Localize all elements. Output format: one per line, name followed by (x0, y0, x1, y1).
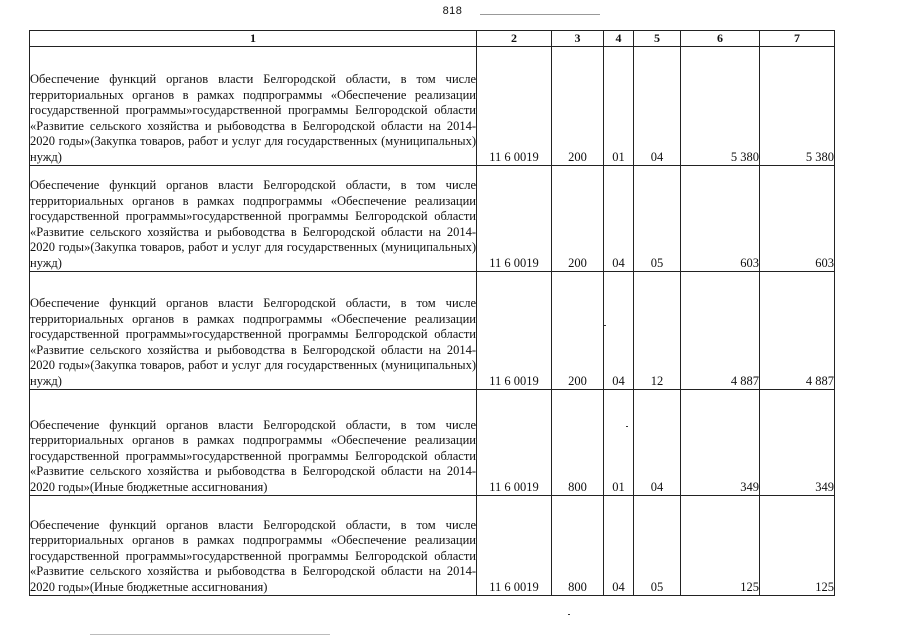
row-description: Обеспечение функций органов власти Белгородской области, в том числе территориальных органов в рамках подпрограммы «Обеспечение реализации государственной программы»государственной программы Белгородской области «Развитие сельского хозяйства и рыбоводства в Белгородской области на 2014-2020 годы»(Закупка товаров, работ и услуг для государственных (муниципальных) нужд) (30, 166, 477, 272)
table-row (30, 496, 835, 596)
header-col-7: 7 (760, 31, 835, 47)
row-description: Обеспечение функций органов власти Белгородской области, в том числе территориальных органов в рамках подпрограммы «Обеспечение реализации государственной программы»государственной программы Белгородской области «Развитие сельского хозяйства и рыбоводства в Белгородской области на 2014-2020 годы»(Закупка товаров, работ и услуг для государственных (муниципальных) нужд) (30, 272, 477, 390)
header-col-1: 1 (30, 31, 477, 47)
scan-speck (568, 614, 570, 615)
row-section: 04 (604, 272, 634, 390)
row-amount-2: 125 (760, 496, 835, 596)
row-amount-1: 603 (681, 166, 760, 272)
row-target-article: 11 6 0019 (477, 166, 552, 272)
row-target-article: 11 6 0019 (477, 272, 552, 390)
row-subsection: 04 (634, 47, 681, 166)
row-section: 04 (604, 496, 634, 596)
header-row (30, 31, 835, 47)
row-expense-type: 200 (552, 47, 604, 166)
header-col-5: 5 (634, 31, 681, 47)
header-col-3: 3 (552, 31, 604, 47)
scan-speck (626, 426, 628, 427)
row-amount-1: 4 887 (681, 272, 760, 390)
row-section: 04 (604, 166, 634, 272)
bottom-rule (90, 634, 330, 635)
row-amount-1: 5 380 (681, 47, 760, 166)
row-subsection: 05 (634, 166, 681, 272)
page-number: 818 (442, 5, 463, 17)
table-row (30, 47, 835, 166)
header-col-2: 2 (477, 31, 552, 47)
row-expense-type: 200 (552, 272, 604, 390)
row-description: Обеспечение функций органов власти Белгородской области, в том числе территориальных органов в рамках подпрограммы «Обеспечение реализации государственной программы»государственной программы Белгородской области «Развитие сельского хозяйства и рыбоводства в Белгородской области на 2014-2020 годы»(Закупка товаров, работ и услуг для государственных (муниципальных) нужд) (30, 47, 477, 166)
row-target-article: 11 6 0019 (477, 496, 552, 596)
header-col-6: 6 (681, 31, 760, 47)
table-row (30, 272, 835, 390)
row-expense-type: 800 (552, 390, 604, 496)
row-amount-2: 5 380 (760, 47, 835, 166)
row-amount-2: 603 (760, 166, 835, 272)
row-subsection: 05 (634, 496, 681, 596)
row-subsection: 04 (634, 390, 681, 496)
row-description: Обеспечение функций органов власти Белгородской области, в том числе территориальных органов в рамках подпрограммы «Обеспечение реализации государственной программы»государственной программы Белгородской области «Развитие сельского хозяйства и рыбоводства в Белгородской области на 2014-2020 годы»(Иные бюджетные ассигнования) (30, 496, 477, 596)
top-rule (480, 14, 600, 15)
row-amount-2: 4 887 (760, 272, 835, 390)
row-section: 01 (604, 390, 634, 496)
row-section: 01 (604, 47, 634, 166)
row-amount-1: 125 (681, 496, 760, 596)
row-target-article: 11 6 0019 (477, 47, 552, 166)
table-row (30, 166, 835, 272)
row-amount-2: 349 (760, 390, 835, 496)
row-description: Обеспечение функций органов власти Белгородской области, в том числе территориальных органов в рамках подпрограммы «Обеспечение реализации государственной программы»государственной программы Белгородской области «Развитие сельского хозяйства и рыбоводства в Белгородской области на 2014-2020 годы»(Иные бюджетные ассигнования) (30, 390, 477, 496)
table-row (30, 390, 835, 496)
header-col-4: 4 (604, 31, 634, 47)
row-expense-type: 800 (552, 496, 604, 596)
row-expense-type: 200 (552, 166, 604, 272)
row-subsection: 12 (634, 272, 681, 390)
budget-table (29, 30, 835, 596)
row-target-article: 11 6 0019 (477, 390, 552, 496)
scan-speck (604, 325, 606, 326)
row-amount-1: 349 (681, 390, 760, 496)
